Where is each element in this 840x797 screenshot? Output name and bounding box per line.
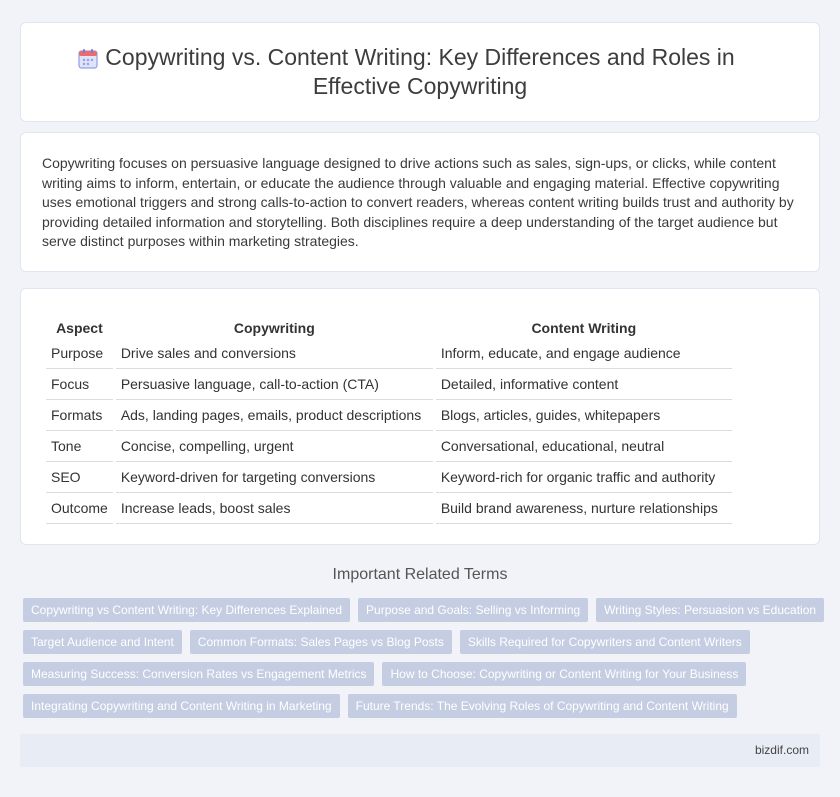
intro-paragraph: Copywriting focuses on persuasive language designed to drive actions such as sales, sign-ups, or clicks, while content writing aims to inform, entertain, or educate the audience through valuable and engaging material. Effective copywriting uses emotional triggers and strong calls-to-action to convert readers, whereas content writing builds trust and authority by providing detailed information and storytelling. Both disciplines require a deep understanding of the target audience but serve distinct purposes within marketing strategies. [42,155,794,250]
page-title: Copywriting vs. Content Writing: Key Differences and Roles in Effective Copywriting [105,44,735,99]
table-cell: Detailed, informative content [436,369,732,400]
comparison-table [43,314,735,524]
column-header-copywriting: Copywriting [233,320,315,336]
table-row [46,431,732,462]
related-term-link[interactable]: Target Audience and Intent [23,630,182,654]
column-header-content-writing: Content Writing [531,320,637,336]
related-term-link[interactable]: Purpose and Goals: Selling vs Informing [358,598,588,622]
related-term-link[interactable]: How to Choose: Copywriting or Content Writing for Your Business [382,662,746,686]
table-cell: Inform, educate, and engage audience [436,338,732,369]
tag-row [23,598,823,622]
related-term-link[interactable]: Writing Styles: Persuasion vs Education [596,598,824,622]
table-cell: Conversational, educational, neutral [436,431,732,462]
site-name[interactable]: bizdif.com [754,743,809,757]
table-cell: Keyword-rich for organic traffic and authority [436,462,732,493]
related-terms-list [23,598,823,726]
related-terms-heading: Important Related Terms [332,566,508,583]
table-row [46,462,732,493]
table-row [46,369,732,400]
related-term-link[interactable]: Measuring Success: Conversion Rates vs Engagement Metrics [23,662,374,686]
related-term-link[interactable]: Skills Required for Copywriters and Content Writers [460,630,750,654]
intro-card [20,132,820,272]
table-cell: Persuasive language, call-to-action (CTA) [116,369,433,400]
footer [20,734,820,767]
table-cell: Blogs, articles, guides, whitepapers [436,400,732,431]
table-cell: Concise, compelling, urgent [116,431,433,462]
table-cell: Increase leads, boost sales [116,493,433,524]
table-header-row [46,314,732,338]
table-cell: Build brand awareness, nurture relationships [436,493,732,524]
tag-row [23,694,823,718]
table-row [46,338,732,369]
tag-row [23,662,823,686]
table-cell: Ads, landing pages, emails, product descriptions [116,400,433,431]
column-header-aspect: Aspect [56,320,103,336]
related-term-link[interactable]: Integrating Copywriting and Content Writing in Marketing [23,694,340,718]
table-cell: SEO [46,462,113,493]
tag-row [23,630,823,654]
table-cell: Purpose [46,338,113,369]
table-cell: Formats [46,400,113,431]
table-row [46,400,732,431]
table-cell: Keyword-driven for targeting conversions [116,462,433,493]
related-term-link[interactable]: Future Trends: The Evolving Roles of Copywriting and Content Writing [348,694,737,718]
table-cell: Outcome [46,493,113,524]
header-card [20,22,820,122]
table-cell: Focus [46,369,113,400]
related-term-link[interactable]: Common Formats: Sales Pages vs Blog Posts [190,630,452,654]
table-row [46,493,732,524]
table-cell: Drive sales and conversions [116,338,433,369]
table-cell: Tone [46,431,113,462]
comparison-table-card [20,288,820,545]
related-term-link[interactable]: Copywriting vs Content Writing: Key Differences Explained [23,598,350,622]
